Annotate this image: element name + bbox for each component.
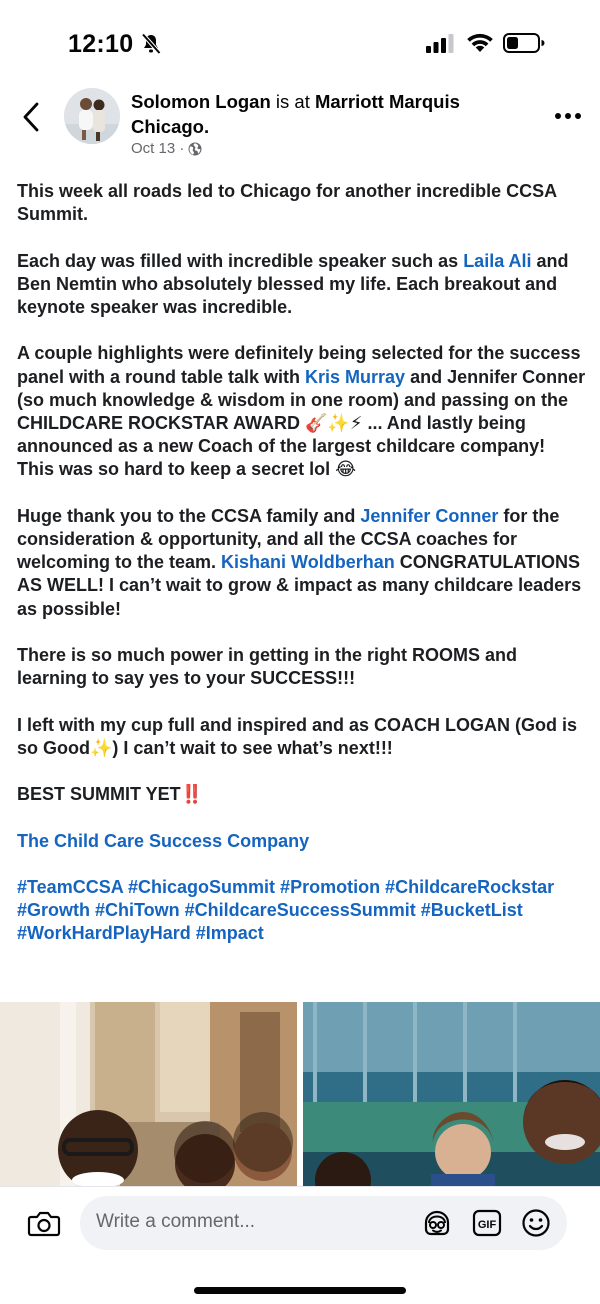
post-date[interactable]: Oct 13 · [131,140,185,157]
globe-icon [188,142,202,156]
post-paragraph-2: Each day was filled with incredible speaker such as Laila Ali and Ben Nemtin who absolutely blessed my life. Each breakout and keynote speaker was incredible. [17,250,569,317]
mention-kishani-woldberhan[interactable]: Kishani Woldberhan [221,552,395,573]
signal-icon [426,33,454,53]
comment-placeholder: Write a comment... [96,1211,256,1232]
post-paragraph-1: This week all roads led to Chicago for another incredible CCSA Summit. [17,181,557,225]
comment-bar [0,1186,600,1304]
author-connector: is at [270,91,315,112]
post-hashtags [17,876,587,946]
post-paragraph-7: BEST SUMMIT YET‼️ [17,784,204,805]
status-bar [0,0,600,80]
post-photos [0,1002,600,1186]
post-paragraph-3: A couple highlights were definitely being selected for the success panel with a round table talk with Kris Murray and Jennifer Conner (so much knowledge & wisdom in one room) and passing on the CHILDCARE ROCKSTAR AWARD 🎸✨⚡ ... And lastly being announced as a new Coach of the largest childcare company! This was so hard to keep a secret lol 😂 [17,343,586,480]
mention-laila-ali[interactable]: Laila Ali [463,250,532,271]
guitar-sparkles-lightning-emoji: 🎸✨⚡ [305,413,363,433]
post-body [17,180,587,946]
mute-icon [141,33,161,55]
author-avatar[interactable] [64,88,120,144]
post-meta [131,140,202,157]
status-time: 12:10 [68,30,134,58]
post-paragraph-4: Huge thank you to the CCSA family and Jennifer Conner for the consideration & opportunity, and all the CCSA coaches for welcoming to the team. Kishani Woldberhan CONGRATULATIONS AS WELL! I can’t wait to grow & impact as many childcare leaders as possible! [17,505,582,619]
back-arrow-icon[interactable] [20,100,44,134]
battery-icon [503,32,545,54]
post-paragraph-6: I left with my cup full and inspired and as COACH LOGAN (God is so Good✨) I can’t wait to see what’s next!!! [17,714,578,758]
emoji-smile-icon[interactable] [521,1208,551,1238]
post-author-line [131,89,531,139]
post-paragraph-5: There is so much power in getting in the right ROOMS and learning to say yes to your SUCCESS!!! [17,645,518,689]
gif-icon[interactable] [472,1209,502,1237]
gif-label: GIF [477,1219,497,1231]
camera-icon[interactable] [27,1209,61,1239]
avatar-sticker-icon[interactable] [422,1209,452,1237]
post-photo-2[interactable] [303,1002,600,1186]
wifi-icon [466,31,494,53]
hashtag-list[interactable]: #TeamCCSA #ChicagoSummit #Promotion #ChildcareRockstar #Growth #ChiTown #ChildcareSuccessSummit #BucketList #WorkHardPlayHard #Impact [17,876,555,944]
selfie-photo-2 [303,1002,600,1186]
sparkles-emoji: ✨ [90,737,113,758]
more-options-icon[interactable] [554,111,582,121]
post-paragraph-8 [17,830,587,853]
comment-input[interactable] [80,1196,567,1250]
avatar-photo [64,88,120,144]
selfie-photo-1 [0,1002,297,1186]
author-name[interactable]: Solomon Logan [131,91,271,112]
mention-jennifer-conner[interactable]: Jennifer Conner [360,505,499,526]
mention-kris-murray[interactable]: Kris Murray [305,366,406,387]
checkin-location[interactable]: Marriott Marquis Chicago. [131,91,460,137]
laughing-emoji: 😂 [335,459,357,480]
home-indicator [194,1287,406,1294]
page-link-child-care-success[interactable]: The Child Care Success Company [17,830,310,851]
post-photo-1[interactable] [0,1002,297,1186]
double-exclamation-emoji: ‼️ [180,784,204,805]
